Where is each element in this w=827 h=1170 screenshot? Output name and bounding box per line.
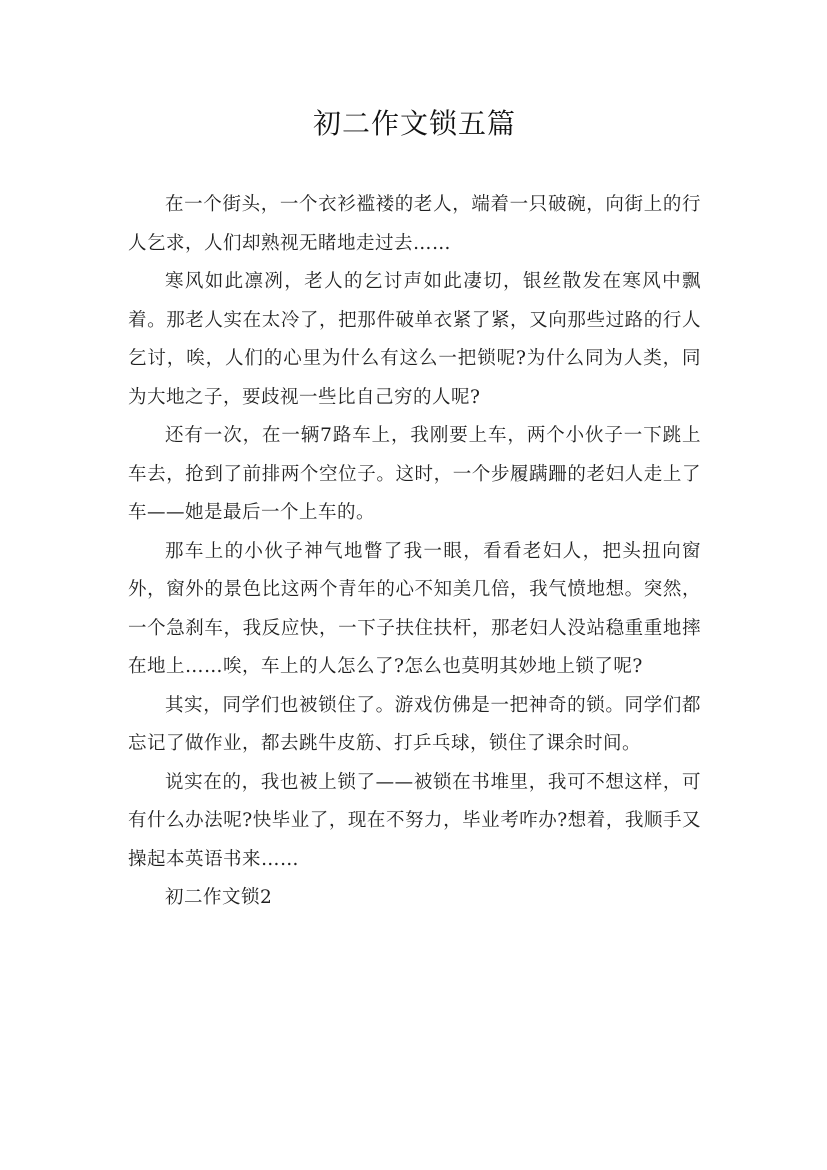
paragraph-5: 其实，同学们也被锁住了。游戏仿佛是一把神奇的锁。同学们都忘记了做作业，都去跳牛皮筋、打乒乓球，锁住了课余时间。 xyxy=(128,694,701,754)
document-title: 初二作文锁五篇 xyxy=(312,107,516,140)
document-body xyxy=(128,186,701,918)
paragraph-4: 那车上的小伙子神气地瞥了我一眼，看看老妇人，把头扭向窗外，窗外的景色比这两个青年的心不知美几倍，我气愤地想。突然，一个急刹车，我反应快，一下子扶住扶杆，那老妇人没站稳重重地摔在地上……唉，车上的人怎么了?怎么也莫明其妙地上锁了呢? xyxy=(128,540,701,677)
paragraph-1: 在一个街头，一个衣衫褴褛的老人，端着一只破碗，向街上的行人乞求，人们却熟视无睹地走过去…… xyxy=(128,194,701,254)
paragraph-3: 还有一次，在一辆7路车上，我刚要上车，两个小伙子一下跳上车去，抢到了前排两个空位子。这时，一个步履蹒跚的老妇人走上了车——她是最后一个上车的。 xyxy=(128,425,701,523)
section-heading-2: 初二作文锁2 xyxy=(165,887,273,908)
paragraph-6: 说实在的，我也被上锁了——被锁在书堆里，我可不想这样，可有什么办法呢?快毕业了，现在不努力，毕业考咋办?想着，我顺手又操起本英语书来…… xyxy=(128,771,701,870)
paragraph-2: 寒风如此凛冽，老人的乞讨声如此凄切，银丝散发在寒风中飘着。那老人实在太冷了，把那件破单衣紧了紧，又向那些过路的行人乞讨，唉，人们的心里为什么有这么一把锁呢?为什么同为人类，同为大地之子，要歧视一些比自己穷的人呢? xyxy=(128,271,701,408)
